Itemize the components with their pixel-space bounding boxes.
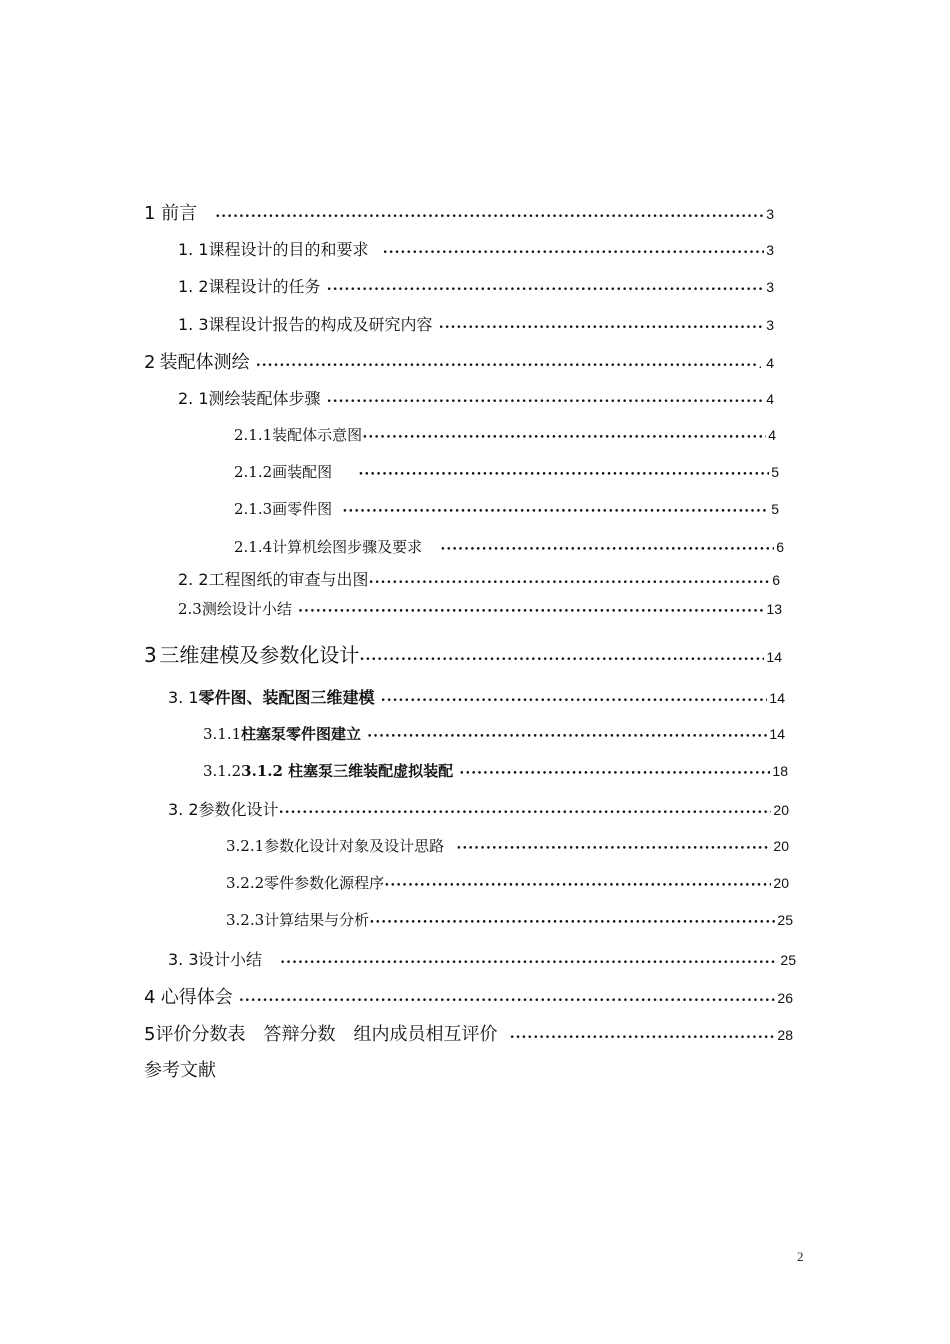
toc-title: 装配体示意图: [272, 426, 363, 444]
dot-leader: [440, 538, 774, 556]
toc-number: 2: [144, 352, 156, 373]
toc-title: 课程设计的任务: [208, 277, 321, 296]
dot-leader: [280, 950, 778, 969]
toc-title: 设计小结: [198, 950, 263, 969]
toc-page: 20: [773, 802, 789, 818]
toc-number: 4: [144, 987, 156, 1008]
toc-entry-2-1-1[interactable]: [234, 424, 776, 445]
toc-title: 测绘设计小结: [201, 600, 292, 618]
toc-page: 14: [769, 690, 785, 706]
toc-page: 18: [772, 763, 788, 779]
dot-leader: [327, 389, 765, 408]
toc-title: 心得体会: [160, 987, 233, 1008]
toc-page: 5: [771, 501, 779, 517]
dot-leader: [298, 600, 765, 618]
toc-page: 3: [766, 206, 774, 222]
dot-leader: [369, 911, 775, 929]
toc-page: 14: [766, 649, 782, 665]
toc-title: 课程设计的目的和要求: [208, 240, 369, 259]
toc-number: 1. 3: [178, 315, 209, 334]
dot-leader: [362, 426, 766, 444]
dot-leader: [367, 725, 767, 743]
toc-entry-2-1[interactable]: [178, 386, 774, 409]
dot-leader: [509, 1024, 775, 1045]
toc-title: 零件参数化源程序: [264, 874, 385, 892]
toc-entry-2-3[interactable]: [178, 598, 782, 619]
dot-leader: [456, 837, 771, 855]
toc-entry-2-1-2[interactable]: [234, 461, 779, 482]
toc-number: 2.1.2: [234, 463, 273, 481]
dot-leader: [384, 874, 771, 892]
toc-title: 三维建模及参数化设计: [159, 643, 360, 667]
dot-leader: [381, 688, 768, 707]
toc-number: 3.2.1: [226, 837, 265, 855]
dot-leader: [439, 315, 765, 334]
toc-page: 3: [766, 317, 774, 333]
toc-number: 2. 1: [178, 389, 209, 408]
toc-number: 2.1.1: [234, 426, 273, 444]
toc-page: 28: [777, 1027, 793, 1043]
toc-title: 画装配图: [272, 463, 333, 481]
dot-leader: [369, 570, 771, 589]
toc-entry-3-1-2[interactable]: [203, 760, 788, 781]
toc-number: 2. 2: [178, 570, 209, 589]
toc-page: 6: [772, 572, 780, 588]
toc-entry-2-2[interactable]: [178, 567, 780, 590]
toc-number: 1. 2: [178, 277, 209, 296]
toc-page: 3: [766, 242, 774, 258]
toc-page: 26: [777, 990, 793, 1006]
toc-page: 25: [777, 912, 793, 928]
toc-entry-1-2[interactable]: [178, 274, 774, 297]
toc-entry-5[interactable]: [144, 1020, 793, 1046]
dot-leader: [359, 643, 764, 667]
toc-title: 装配体测绘: [159, 352, 250, 373]
dot-leader: [256, 352, 757, 373]
toc-entry-3-1[interactable]: [168, 685, 785, 708]
toc-title: 画零件图: [272, 500, 333, 518]
toc-number: 3. 3: [168, 950, 199, 969]
toc-title: 工程图纸的审查与出图: [208, 570, 369, 589]
references-heading[interactable]: 参考文献: [144, 1060, 216, 1081]
toc-number: 2.1.3: [234, 500, 273, 518]
toc-title: 计算结果与分析: [264, 911, 370, 929]
toc-page: 13: [766, 601, 782, 617]
dot-leader: [279, 800, 772, 819]
toc-title: 参数化设计: [198, 800, 279, 819]
dot-leader: [215, 203, 764, 224]
page-number: 2: [797, 1249, 804, 1264]
dot-leader: [459, 762, 770, 780]
toc-number: 5: [144, 1024, 156, 1045]
toc-number: 3.1.1: [203, 725, 242, 743]
toc-number: 1: [144, 203, 156, 224]
toc-title: 零件图、装配图三维建模: [198, 688, 375, 707]
toc-page: 20: [773, 838, 789, 854]
toc-entry-4[interactable]: [144, 983, 793, 1009]
toc-title: 3.1.2 柱塞泵三维装配虚拟装配: [241, 762, 454, 780]
toc-number: 2.1.4: [234, 538, 273, 556]
dot-leader: [342, 500, 769, 518]
toc-number: 3. 2: [168, 800, 199, 819]
toc-entry-2-1-4[interactable]: [234, 536, 784, 557]
dot-leader: [358, 463, 769, 481]
toc-entry-2-1-3[interactable]: [234, 498, 779, 519]
toc-title: 前言: [161, 203, 198, 224]
toc-page: 25: [780, 952, 796, 968]
toc-page: 20: [773, 875, 789, 891]
toc-title: 测绘装配体步骤: [208, 389, 321, 408]
toc-page: 4: [768, 427, 776, 443]
dot-leader: [383, 240, 765, 259]
toc-number: 2.3: [178, 600, 202, 618]
toc-entry-2[interactable]: [144, 348, 774, 374]
toc-number: 3.2.3: [226, 911, 265, 929]
toc-entry-1[interactable]: [144, 199, 774, 225]
toc-entry-3-3[interactable]: [168, 947, 796, 970]
toc-entry-3-2-1[interactable]: [226, 835, 789, 856]
toc-title: 评价分数表 答辩分数 组内成员相互评价: [155, 1024, 498, 1045]
toc-number: 3. 1: [168, 688, 199, 707]
toc-entry-3-1-1[interactable]: [203, 723, 785, 744]
toc-number: 1. 1: [178, 240, 209, 259]
dot-leader: [327, 277, 765, 296]
toc-page: . 4: [758, 355, 774, 371]
toc-page: 6: [776, 539, 784, 555]
toc-entry-3[interactable]: [144, 639, 782, 668]
toc-title: 参数化设计对象及设计思路: [264, 837, 445, 855]
toc-entry-1-1[interactable]: [178, 237, 774, 260]
toc-entry-3-2[interactable]: [168, 797, 789, 820]
toc-page: 14: [769, 726, 785, 742]
toc-number: 3.2.2: [226, 874, 265, 892]
toc-entry-1-3[interactable]: [178, 312, 774, 335]
toc-page: 4: [766, 391, 774, 407]
toc-entry-3-2-2[interactable]: [226, 872, 789, 893]
toc-title: 计算机绘图步骤及要求: [272, 538, 423, 556]
toc-entry-3-2-3[interactable]: [226, 909, 793, 930]
dot-leader: [239, 987, 776, 1008]
toc-title: 柱塞泵零件图建立: [241, 725, 362, 743]
toc-title: 课程设计报告的构成及研究内容: [208, 315, 433, 334]
toc-number: 3: [144, 643, 157, 667]
toc-page: 3: [766, 279, 774, 295]
toc-page: 5: [771, 464, 779, 480]
toc-number: 3.1.2: [203, 762, 242, 780]
